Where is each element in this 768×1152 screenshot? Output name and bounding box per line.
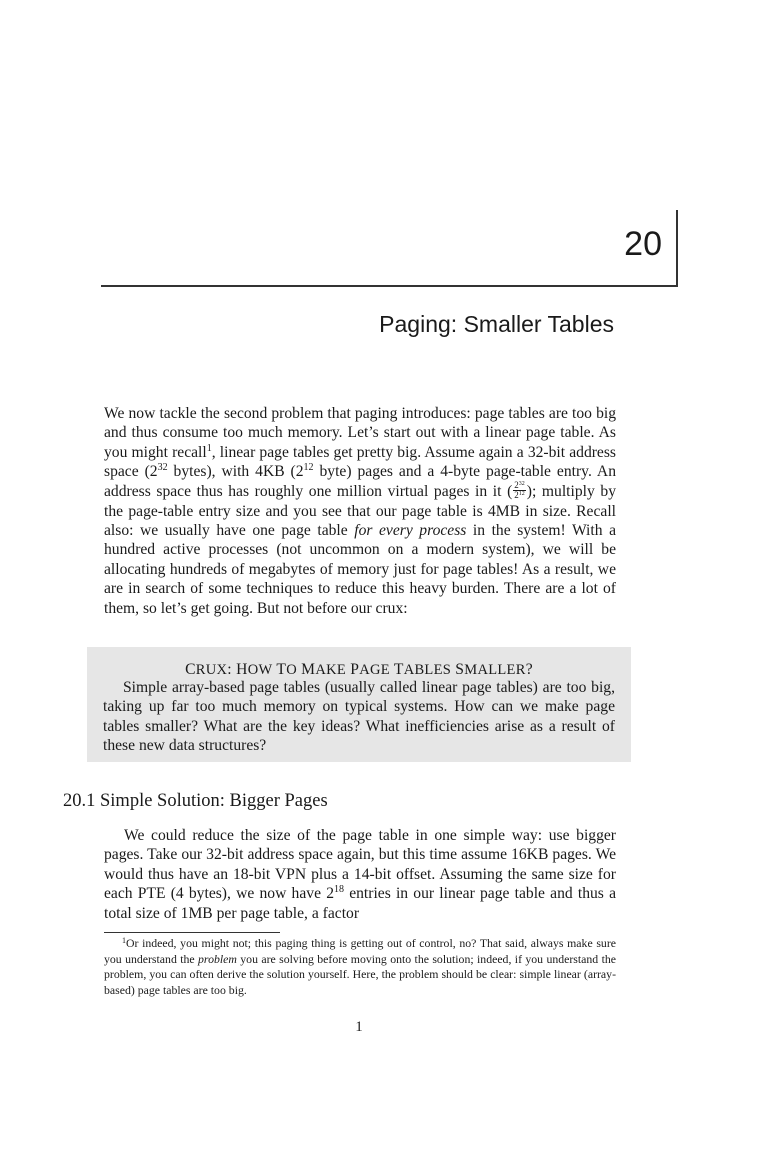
crux-title-part: S <box>451 661 465 678</box>
intro-text: byte) pages and a 4-byte page-table entry. An address space thus has roughly one million virtual pages in it ( <box>104 463 616 500</box>
section-paragraph <box>104 826 616 923</box>
crux-title-part: : H <box>227 661 248 678</box>
section-heading: 20.1 Simple Solution: Bigger Pages <box>63 791 328 811</box>
fraction-base: 2 <box>514 479 519 490</box>
intro-text: We now tackle the second problem that paging introduces: page tables are too big and thus consume too much memory. Let’s start out with a linear page table. As you might recall <box>104 405 616 461</box>
crux-title-part: T <box>389 661 404 678</box>
fraction-denominator <box>513 491 526 500</box>
crux-title <box>87 661 631 679</box>
fraction-exponent: 32 <box>518 480 525 487</box>
chapter-horizontal-rule <box>101 285 678 287</box>
footnote-rule <box>104 932 280 933</box>
intro-text: , linear page tables get pretty big. Assume again a 32-bit address space (2 <box>104 443 616 481</box>
crux-title-part: ? <box>525 661 533 678</box>
chapter-vertical-rule <box>676 210 678 286</box>
footnote-reference: 1 <box>206 442 212 454</box>
exponent: 32 <box>157 462 168 474</box>
crux-title-part: ABLES <box>403 662 452 678</box>
crux-box <box>87 647 631 762</box>
crux-title-part: T <box>272 661 287 678</box>
crux-title-part: OW <box>247 662 273 678</box>
intro-text: ); multiply by the page-table entry size and you see that our page table is 4MB in size. Recall also: we usually have one page table <box>104 482 616 539</box>
intro-paragraph <box>104 404 616 618</box>
crux-title-part: O <box>286 662 297 678</box>
exponent: 12 <box>303 462 314 474</box>
crux-title-part: M <box>296 661 316 678</box>
fraction-exponent: 12 <box>518 490 525 497</box>
exponent: 18 <box>334 884 344 896</box>
footnote-text: Or indeed, you might not; this paging thing is getting out of control, no? That said, always make sure you understand the <box>104 936 616 966</box>
crux-title-part: AGE <box>359 662 390 678</box>
footnote-text: you are solving before moving onto the solution; indeed, if you understand the problem, you can often derive the solution yourself. Here, the problem should be clear: simple linear (array-based) page tables are too big. <box>104 951 617 997</box>
page-number: 1 <box>355 1019 363 1035</box>
chapter-number: 20 <box>624 225 662 263</box>
footnote <box>104 936 616 998</box>
crux-body: Simple array-based page tables (usually called linear page tables) are too big, taking up far too much memory on typical systems. How can we make page tables smaller? What are the key ideas? What inefficiencies arise as a result of these new data structures? <box>103 679 615 755</box>
crux-title-part: MALLER <box>464 662 526 678</box>
chapter-title: Paging: Smaller Tables <box>379 311 614 337</box>
crux-title-part: RUX <box>195 662 228 678</box>
section-text: We could reduce the size of the page table in one simple way: use bigger pages. Take our 32-bit address space again, but this time assume 16KB pages. We would thus have an 18-bit VPN plus a 14-bit offset. Assuming the same size for each PTE (4 bytes), we now have 2 <box>104 827 616 903</box>
section-text: entries in our linear page table and thus a total size of 1MB per page table, a factor <box>104 885 616 922</box>
emphasis: for every process <box>354 521 467 539</box>
crux-title-part: C <box>185 661 196 678</box>
crux-title-part: P <box>346 661 360 678</box>
crux-title-part: AKE <box>315 662 347 678</box>
fraction-base: 2 <box>514 489 519 500</box>
intro-text: in the system! With a hundred active processes (not uncommon on a modern system), we will be allocating hundreds of megabytes of memory just for page tables! As a result, we are in search of some techniques to reduce this heavy burden. There are a lot of them, so let’s get going. But not before our crux: <box>104 521 616 617</box>
footnote-mark: 1 <box>122 936 126 945</box>
fraction <box>513 481 526 500</box>
emphasis: problem <box>198 951 237 966</box>
intro-text: bytes), with 4KB (2 <box>167 463 304 481</box>
